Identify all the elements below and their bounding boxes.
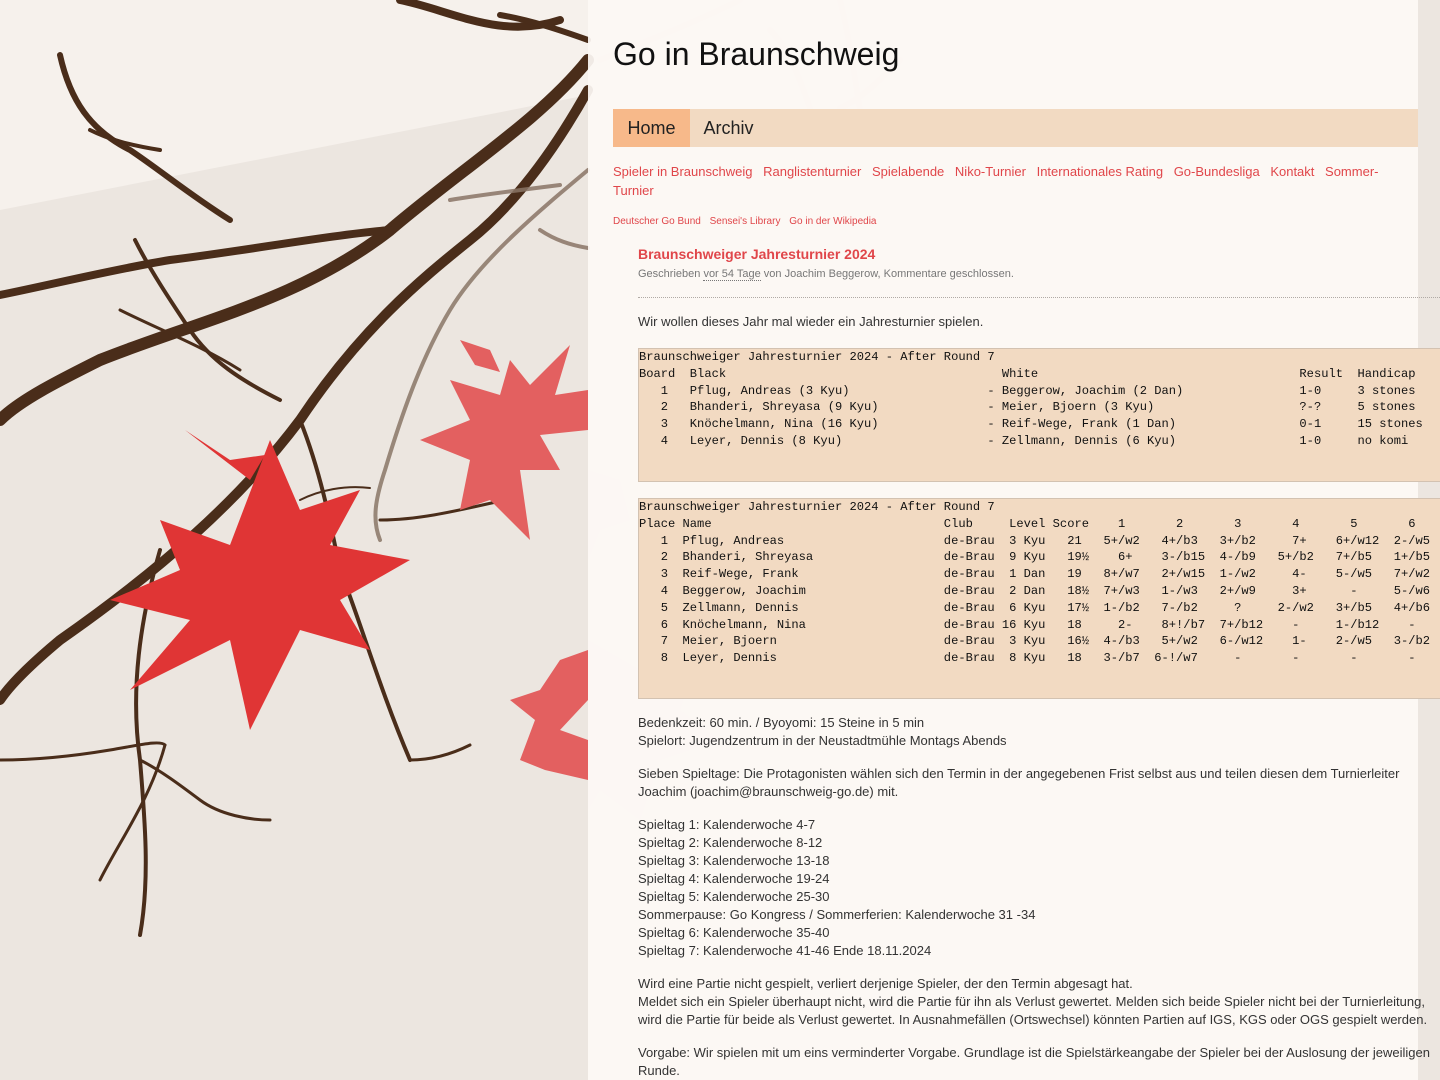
blog-post xyxy=(638,245,1440,1080)
schedule-item: Sommerpause: Go Kongress / Sommerferien: Kalenderwoche 31 -34 xyxy=(638,907,1036,922)
nav-tab-home[interactable]: Home xyxy=(613,109,690,147)
site-title[interactable]: Go in Braunschweig xyxy=(613,36,900,72)
nav-tab-archiv[interactable]: Archiv xyxy=(703,118,754,138)
link-senseis-library[interactable]: Sensei's Library xyxy=(709,216,781,227)
link-spielabende[interactable]: Spielabende xyxy=(872,164,945,179)
schedule-list xyxy=(638,816,1440,960)
post-title[interactable]: Braunschweiger Jahresturnier 2024 xyxy=(638,246,876,262)
schedule-item: Spieltag 7: Kalenderwoche 41-46 Ende 18.11.2024 xyxy=(638,943,932,958)
spielort-text: Spielort: Jugendzentrum in der Neustadtmühle Montags Abends xyxy=(638,733,1007,748)
schedule-item: Spieltag 3: Kalenderwoche 13-18 xyxy=(638,853,830,868)
link-niko-turnier[interactable]: Niko-Turnier xyxy=(954,164,1026,179)
vorgabe-text: Vorgabe: Wir spielen mit um eins verminderter Vorgabe. Grundlage ist die Spielstärkeangabe der Spieler bei der Auslosung der jeweiligen Runde. xyxy=(638,1045,1430,1078)
schedule-item: Spieltag 4: Kalenderwoche 19-24 xyxy=(638,871,830,886)
spieltage-intro: Sieben Spieltage: Die Protagonisten wählen sich den Termin in der angegebenen Frist selbst aus und teilen diesen dem Turnierleiter Joachim (joachim@braunschweig-go.de) mit. xyxy=(638,766,1400,799)
rule-text-2: Meldet sich ein Spieler überhaupt nicht, wird die Partie für ihn als Verlust gewertet. Melden sich beide Spieler nicht bei der Turnierleitung, wird die Partie für beide als Verlust gewertet. In Ausnahmefällen (Ortswechsel) könnten Partien auf IGS, KGS oder OGS gespielt werden. xyxy=(638,994,1428,1027)
link-go-bundesliga[interactable]: Go-Bundesliga xyxy=(1173,164,1260,179)
pairings-table: Braunschweiger Jahresturnier 2024 - After Round 7 Board Black White Result Handicap 1 Pflug, Andreas (3 Kyu) - Beggerow, Joachim (2 Dan) 1-0 3 stones 2 Bhanderi, Shreyasa (9 Kyu) - Meier, Bjoern (3 Kyu) ?-? 5 stones 3 Knöchelmann, Nina (16 Kyu) - Reif-Wege, Frank (1 Dan) 0-1 15 stones 4 Leyer, Dennis (8 Kyu) - Zellmann, Dennis (6 Kyu) 1-0 no komi xyxy=(638,348,1440,482)
post-intro: Wir wollen dieses Jahr mal wieder ein Jahresturnier spielen. xyxy=(638,314,984,329)
link-ranglistenturnier[interactable]: Ranglistenturnier xyxy=(763,164,862,179)
main-navigation xyxy=(613,109,1418,147)
rule-text-1: Wird eine Partie nicht gespielt, verliert derjenige Spieler, der den Termin abgesagt hat. xyxy=(638,976,1133,991)
divider xyxy=(638,297,1440,298)
post-date: vor 54 Tage xyxy=(703,268,761,280)
bedenkzeit-text: Bedenkzeit: 60 min. / Byoyomi: 15 Steine in 5 min xyxy=(638,715,925,730)
meta-prefix: Geschrieben xyxy=(638,268,701,280)
page-links xyxy=(613,162,1403,200)
link-sommer-turnier[interactable]: Sommer-Turnier xyxy=(613,164,1379,198)
standings-table: Braunschweiger Jahresturnier 2024 - After Round 7 Place Name Club Level Score 1 2 3 4 5 6 1 Pflug, Andreas de-Brau 3 Kyu 21 5+/w2 4+/b3 3+/b2 7+ 6+/w12 2-/w5 2 Bhanderi, Shreyasa de-Brau 9 Kyu 19½ 6+ 3-/b15 4-/b9 5+/b2 7+/b5 1+/b5 3 Reif-Wege, Frank de-Brau 1 Dan 19 8+/w7 2+/w15 1-/w2 4- 5-/w5 7+/w2 4 Beggerow, Joachim de-Brau 2 Dan 18½ 7+/w3 1-/w3 2+/w9 3+ - 5-/w6 5 Zellmann, Dennis de-Brau 6 Kyu 17½ 1-/b2 7-/b2 ? 2-/w2 3+/b5 4+/b6 6 Knöchelmann, Nina de-Brau 16 Kyu 18 2- 8+!/b7 7+/b12 - 1-/b12 - 7 Meier, Bjoern de-Brau 3 Kyu 16½ 4-/b3 5+/w2 6-/w12 1- 2-/w5 3-/b2 8 Leyer, Dennis de-Brau 8 Kyu 18 3-/b7 6-!/w7 - - - - xyxy=(638,498,1440,699)
link-internationales-rating[interactable]: Internationales Rating xyxy=(1036,164,1164,179)
page-content xyxy=(588,0,1431,1080)
external-links xyxy=(613,215,883,228)
schedule-item: Spieltag 1: Kalenderwoche 4-7 xyxy=(638,817,816,832)
post-meta xyxy=(638,265,1440,283)
meta-author: von Joachim Beggerow, Kommentare geschlossen. xyxy=(763,268,1014,280)
schedule-item: Spieltag 2: Kalenderwoche 8-12 xyxy=(638,835,823,850)
link-spieler[interactable]: Spieler in Braunschweig xyxy=(613,164,753,179)
link-wikipedia[interactable]: Go in der Wikipedia xyxy=(789,216,877,227)
link-deutscher-go-bund[interactable]: Deutscher Go Bund xyxy=(613,216,701,227)
schedule-item: Spieltag 6: Kalenderwoche 35-40 xyxy=(638,925,830,940)
schedule-item: Spieltag 5: Kalenderwoche 25-30 xyxy=(638,889,830,904)
link-kontakt[interactable]: Kontakt xyxy=(1270,164,1315,179)
